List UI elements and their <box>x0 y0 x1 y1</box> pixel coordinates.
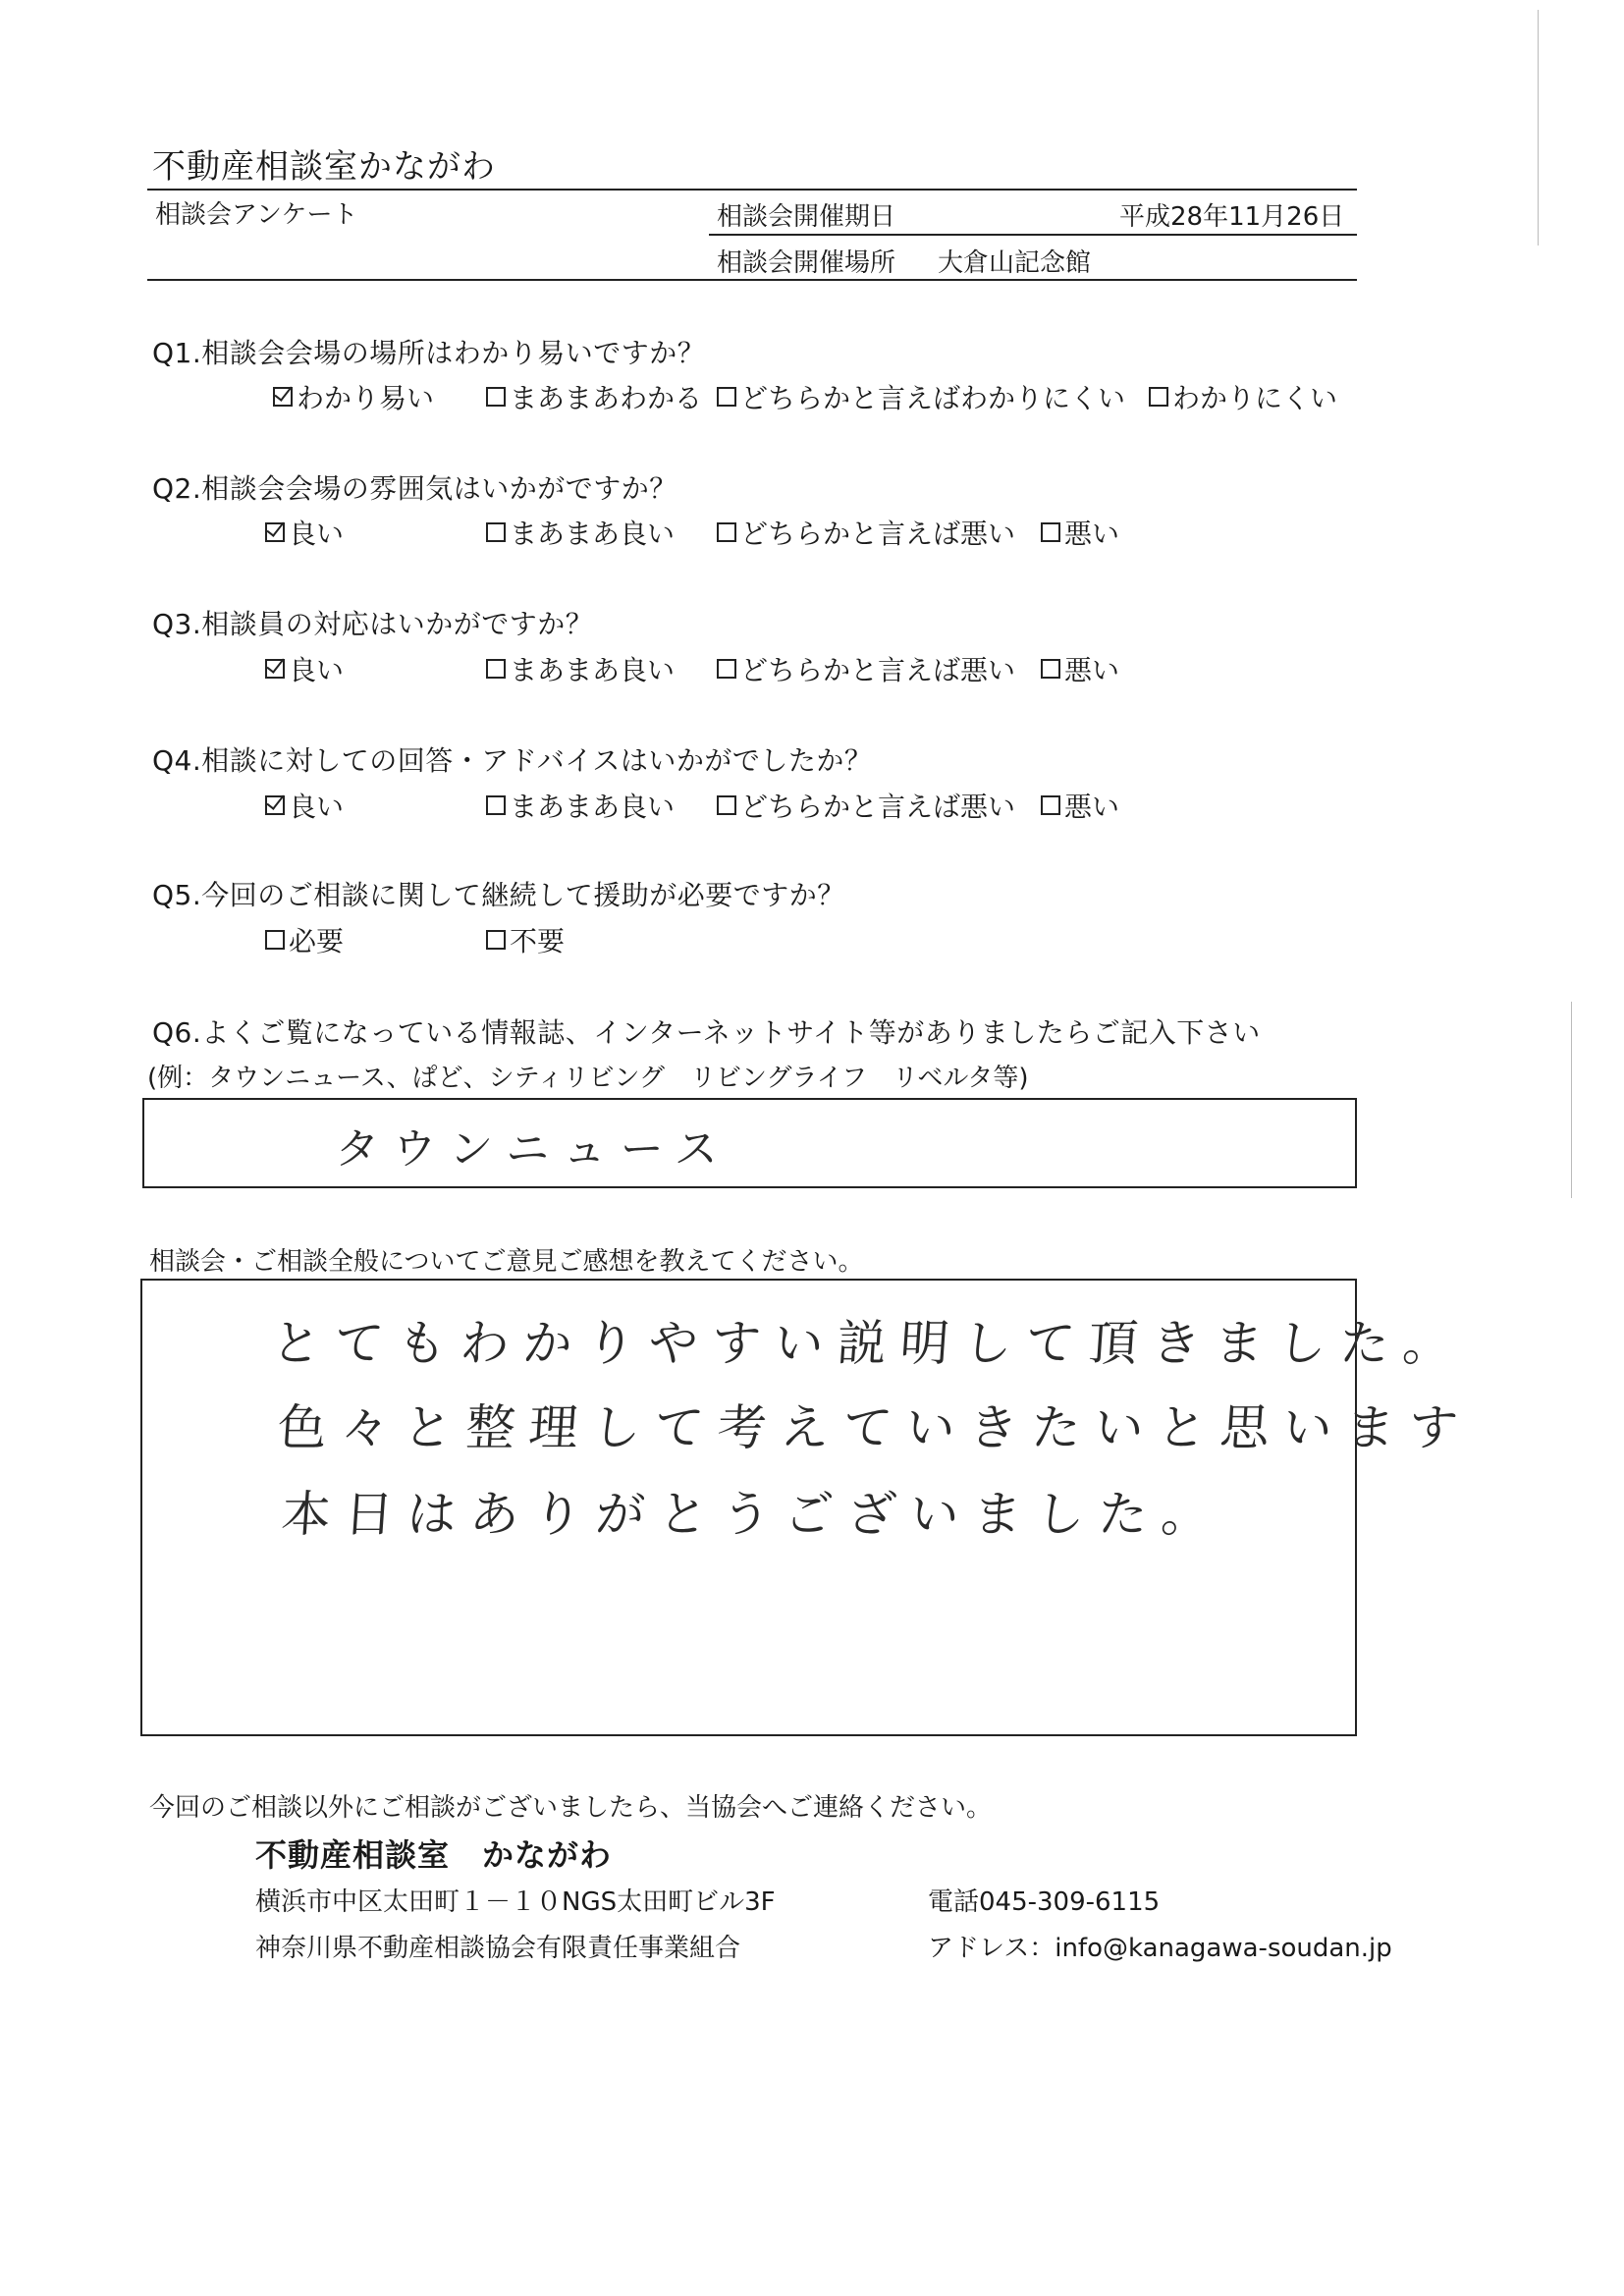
comment-line-1: とてもわかりやすい説明して頂きました。 <box>269 1315 1468 1372</box>
question-1: Q1.相談会会場の場所はわかり易いですか？ <box>152 337 706 369</box>
question-3: Q3.相談員の対応はいかがですか？ <box>152 608 594 640</box>
footer-email: アドレス：info@kanagawa-soudan.jp <box>928 1934 1392 1963</box>
comments-box[interactable] <box>140 1279 1474 1736</box>
header-mid-rule <box>709 234 1357 236</box>
comment-line-3: 本日はありがとうございました。 <box>279 1486 1226 1543</box>
q6-answer-box[interactable] <box>142 1098 1357 1188</box>
question-2: Q2.相談会会場の雰囲気はいかがですか？ <box>152 472 677 505</box>
checkbox-icon[interactable] <box>717 522 736 542</box>
q3-option-1[interactable]: 良い <box>265 649 344 688</box>
checkbox-icon[interactable] <box>1041 659 1060 679</box>
checkbox-icon[interactable] <box>486 659 506 679</box>
q1-option-4[interactable]: わかりにくい <box>1149 377 1337 416</box>
q5-option-1[interactable]: 必要 <box>265 920 344 959</box>
checkbox-icon[interactable] <box>717 387 736 407</box>
q2-option-2[interactable]: まあまあ良い <box>486 513 675 552</box>
checkbox-checked-icon[interactable] <box>273 387 293 407</box>
checkbox-icon[interactable] <box>717 795 736 815</box>
q1-option-2[interactable]: まあまあわかる <box>486 377 702 416</box>
footer-phone: 電話045-309-6115 <box>928 1887 1161 1917</box>
checkbox-icon[interactable] <box>486 387 506 407</box>
checkbox-icon[interactable] <box>265 930 285 950</box>
q3-option-4[interactable]: 悪い <box>1041 649 1119 688</box>
q4-option-2[interactable]: まあまあ良い <box>486 786 675 825</box>
q5-option-2[interactable]: 不要 <box>486 920 565 959</box>
scan-mark <box>1571 1002 1572 1198</box>
q3-option-3[interactable]: どちらかと言えば悪い <box>717 649 1015 688</box>
checkbox-icon[interactable] <box>1041 795 1060 815</box>
footer-org-name: 不動産相談室 かながわ <box>255 1836 613 1874</box>
checkbox-checked-icon[interactable] <box>265 659 285 679</box>
checkbox-icon[interactable] <box>1149 387 1168 407</box>
checkbox-checked-icon[interactable] <box>265 522 285 542</box>
comment-line-2: 色々と整理して考えていきたいと思います <box>275 1399 1474 1456</box>
footer-notice: 今回のご相談以外にご相談がございましたら、当協会へご連絡ください。 <box>149 1793 993 1823</box>
checkbox-icon[interactable] <box>1041 522 1060 542</box>
form-title: 相談会アンケート <box>155 200 358 230</box>
q4-option-3[interactable]: どちらかと言えば悪い <box>717 786 1015 825</box>
checkbox-icon[interactable] <box>717 659 736 679</box>
q2-option-1[interactable]: 良い <box>265 513 344 552</box>
date-label: 相談会開催期日 <box>717 202 896 232</box>
scan-mark <box>1538 10 1539 246</box>
footer-address: 横浜市中区太田町１－１０NGS太田町ビル3F <box>255 1887 776 1917</box>
q2-option-3[interactable]: どちらかと言えば悪い <box>717 513 1015 552</box>
q1-option-3[interactable]: どちらかと言えばわかりにくい <box>717 377 1125 416</box>
header-bottom-rule <box>147 279 1357 281</box>
q6-answer: タウンニュース <box>333 1124 734 1175</box>
q4-option-1[interactable]: 良い <box>265 786 344 825</box>
checkbox-checked-icon[interactable] <box>265 795 285 815</box>
checkbox-icon[interactable] <box>486 522 506 542</box>
date-value: 平成28年11月26日 <box>1119 202 1345 232</box>
comments-label: 相談会・ご相談全般についてご意見ご感想を教えてください。 <box>149 1247 864 1277</box>
q4-option-4[interactable]: 悪い <box>1041 786 1119 825</box>
footer-association: 神奈川県不動産相談協会有限責任事業組合 <box>255 1934 741 1963</box>
q3-option-2[interactable]: まあまあ良い <box>486 649 675 688</box>
header-top-rule <box>147 189 1357 191</box>
place-label: 相談会開催場所 <box>717 248 896 278</box>
q2-option-4[interactable]: 悪い <box>1041 513 1119 552</box>
question-5: Q5.今回のご相談に関して継続して援助が必要ですか？ <box>152 879 845 911</box>
question-6: Q6.よくご覧になっている情報誌、インターネットサイト等がありましたらご記入下さい <box>152 1016 1261 1049</box>
question-4: Q4.相談に対しての回答・アドバイスはいかがでしたか？ <box>152 744 873 777</box>
q6-example: (例：タウンニュース、ぱど、シティリビング リビングライフ リベルタ等) <box>147 1064 1029 1093</box>
place-value: 大倉山記念館 <box>938 248 1092 278</box>
checkbox-icon[interactable] <box>486 795 506 815</box>
checkbox-icon[interactable] <box>486 930 506 950</box>
org-title: 不動産相談室かながわ <box>152 147 496 187</box>
q1-option-1[interactable]: わかり易い <box>273 377 434 416</box>
